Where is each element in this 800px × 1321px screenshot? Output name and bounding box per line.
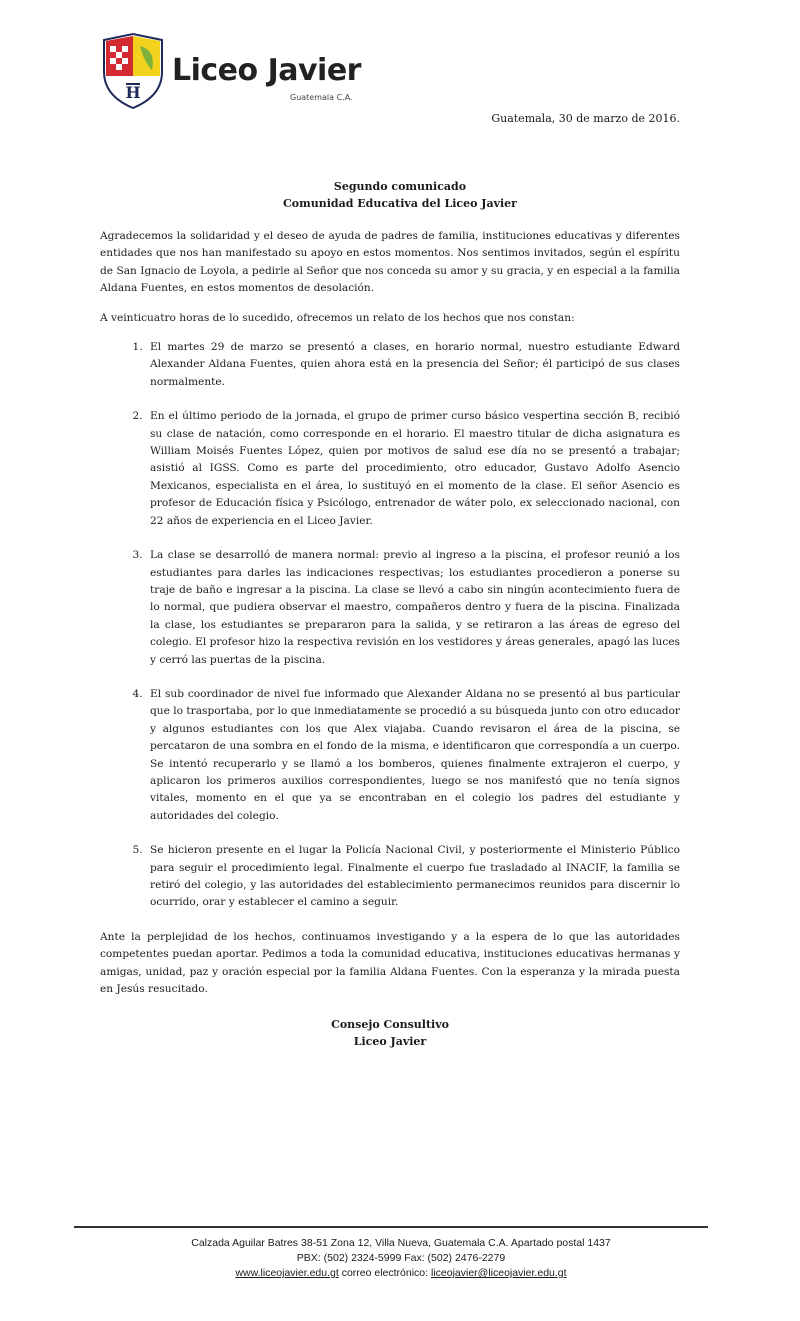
school-crest-logo: [100, 32, 166, 110]
footer-divider: [74, 1226, 708, 1228]
brand-subtitle: Guatemala C.A.: [290, 93, 353, 102]
brand-name: Liceo Javier: [172, 53, 361, 88]
footer-phones: PBX: (502) 2324-5999 Fax: (502) 2476-2279: [296, 1252, 506, 1264]
closing-paragraph: Ante la perplejidad de los hechos, continuamos investigando y a la espera de lo que las autoridades competentes puedan aportar. Pedimos a toda la comunidad educativa, instituciones educativas hermanas y amigas, unidad, paz y oración especial por la familia Aldana Fuentes. Con la esperanza y la mirada puesta en Jesús resucitado.: [100, 930, 680, 996]
lead-paragraph: A veinticuatro horas de lo sucedido, ofrecemos un relato de los hechos que nos constan:: [100, 311, 575, 324]
signature-line-2: Liceo Javier: [353, 1035, 427, 1049]
svg-text:H: H: [125, 83, 141, 102]
list-item: 3. La clase se desarrolló de manera normal: previo al ingreso a la piscina, el profesor reunió a los estudiantes para darles las indicaciones respectivas; los estudiantes procedieron a ponerse su traje de baño e ingresar a la piscina. La clase se llevó a cabo sin ningún acontecimiento fuera de lo normal, que pudiera observar el maestro, compañeros dentro y fuera de la piscina. Finalizada la clase, los estudiantes se prepararon para la salida, y se retiraron a las áreas de egreso del colegio. El profesor hizo la respectiva revisión en los vestidores y áreas generales, apagó las luces y cerró las puertas de la piscina.: [146, 547, 680, 669]
intro-paragraph: Agradecemos la solidaridad y el deseo de ayuda de padres de familia, instituciones educativas y diferentes entidades que nos han manifestado su apoyo en estos momentos. Nos sentimos invitados, según el espíritu de San Ignacio de Loyola, a pedirle al Señor que nos conceda su amor y su gracia, y en especial a la familia Aldana Fuentes, en estos momentos de desolación.: [100, 230, 680, 295]
footer: [74, 1236, 728, 1281]
title-line-1: Segundo comunicado: [333, 180, 467, 193]
list-item: 4. El sub coordinador de nivel fue informado que Alexander Aldana no se presentó al bus particular que lo trasportaba, por lo que inmediatamente se procedió a su búsqueda junto con otro educador y algunos estudiantes con los que Alex viajaba. Cuando revisaron el área de la piscina, se percataron de una sombra en el fondo de la misma, e identificaron que correspondía a un cuerpo. Se intentó recuperarlo y se llamó a los bomberos, quienes finalmente extrajeron el cuerpo, y aplicaron los primeros auxilios correspondientes, luego se nos manifestó que no tenía signos vitales, momento en el que ya se encontraban en el colegio los padres del estudiante y autoridades del colegio.: [146, 686, 680, 825]
title-line-2: Comunidad Educativa del Liceo Javier: [283, 197, 517, 210]
signature-line-1: Consejo Consultivo: [331, 1018, 449, 1032]
email-label: correo electrónico:: [341, 1267, 429, 1279]
website-link[interactable]: www.liceojavier.edu.gt: [235, 1267, 339, 1279]
signature-block: [100, 1016, 680, 1050]
list-item: 2. En el último periodo de la jornada, el grupo de primer curso básico vespertina sección B, recibió su clase de natación, como corresponde en el horario. El maestro titular de dicha asignatura es William Moisés Fuentes López, quien por motivos de salud ese día no se presentó a trabajar; asistió al IGSS. Como es parte del procedimiento, otro educador, Gustavo Adolfo Asencio Mexicanos, especialista en el área, lo sustituyó en el momento de la clase. El señor Asencio es profesor de Educación física y Psicólogo, entrenador de wáter polo, ex seleccionado nacional, con 22 años de experiencia en el Liceo Javier.: [146, 408, 680, 530]
footer-contact: [74, 1266, 728, 1281]
list-item: 5. Se hicieron presente en el lugar la Policía Nacional Civil, y posteriormente el Ministerio Público para seguir el procedimiento legal. Finalmente el cuerpo fue trasladado al INACIF, la familia se retiró del colegio, y las autoridades del establecimiento permanecimos reunidos para discernir lo ocurrido, orar y establecer el camino a seguir.: [146, 842, 680, 912]
email-link[interactable]: liceojavier@liceojavier.edu.gt: [430, 1267, 567, 1279]
facts-list: [100, 339, 680, 912]
document-title: [100, 178, 700, 212]
document-body: [100, 228, 680, 1050]
footer-address: Calzada Aguilar Batres 38-51 Zona 12, Villa Nueva, Guatemala C.A. Apartado postal 1437: [191, 1237, 611, 1249]
document-date: Guatemala, 30 de marzo de 2016.: [491, 112, 680, 125]
list-item: 1. El martes 29 de marzo se presentó a clases, en horario normal, nuestro estudiante Edward Alexander Aldana Fuentes, quien ahora está en la presencia del Señor; él participó de sus clases normalmente.: [146, 339, 680, 391]
